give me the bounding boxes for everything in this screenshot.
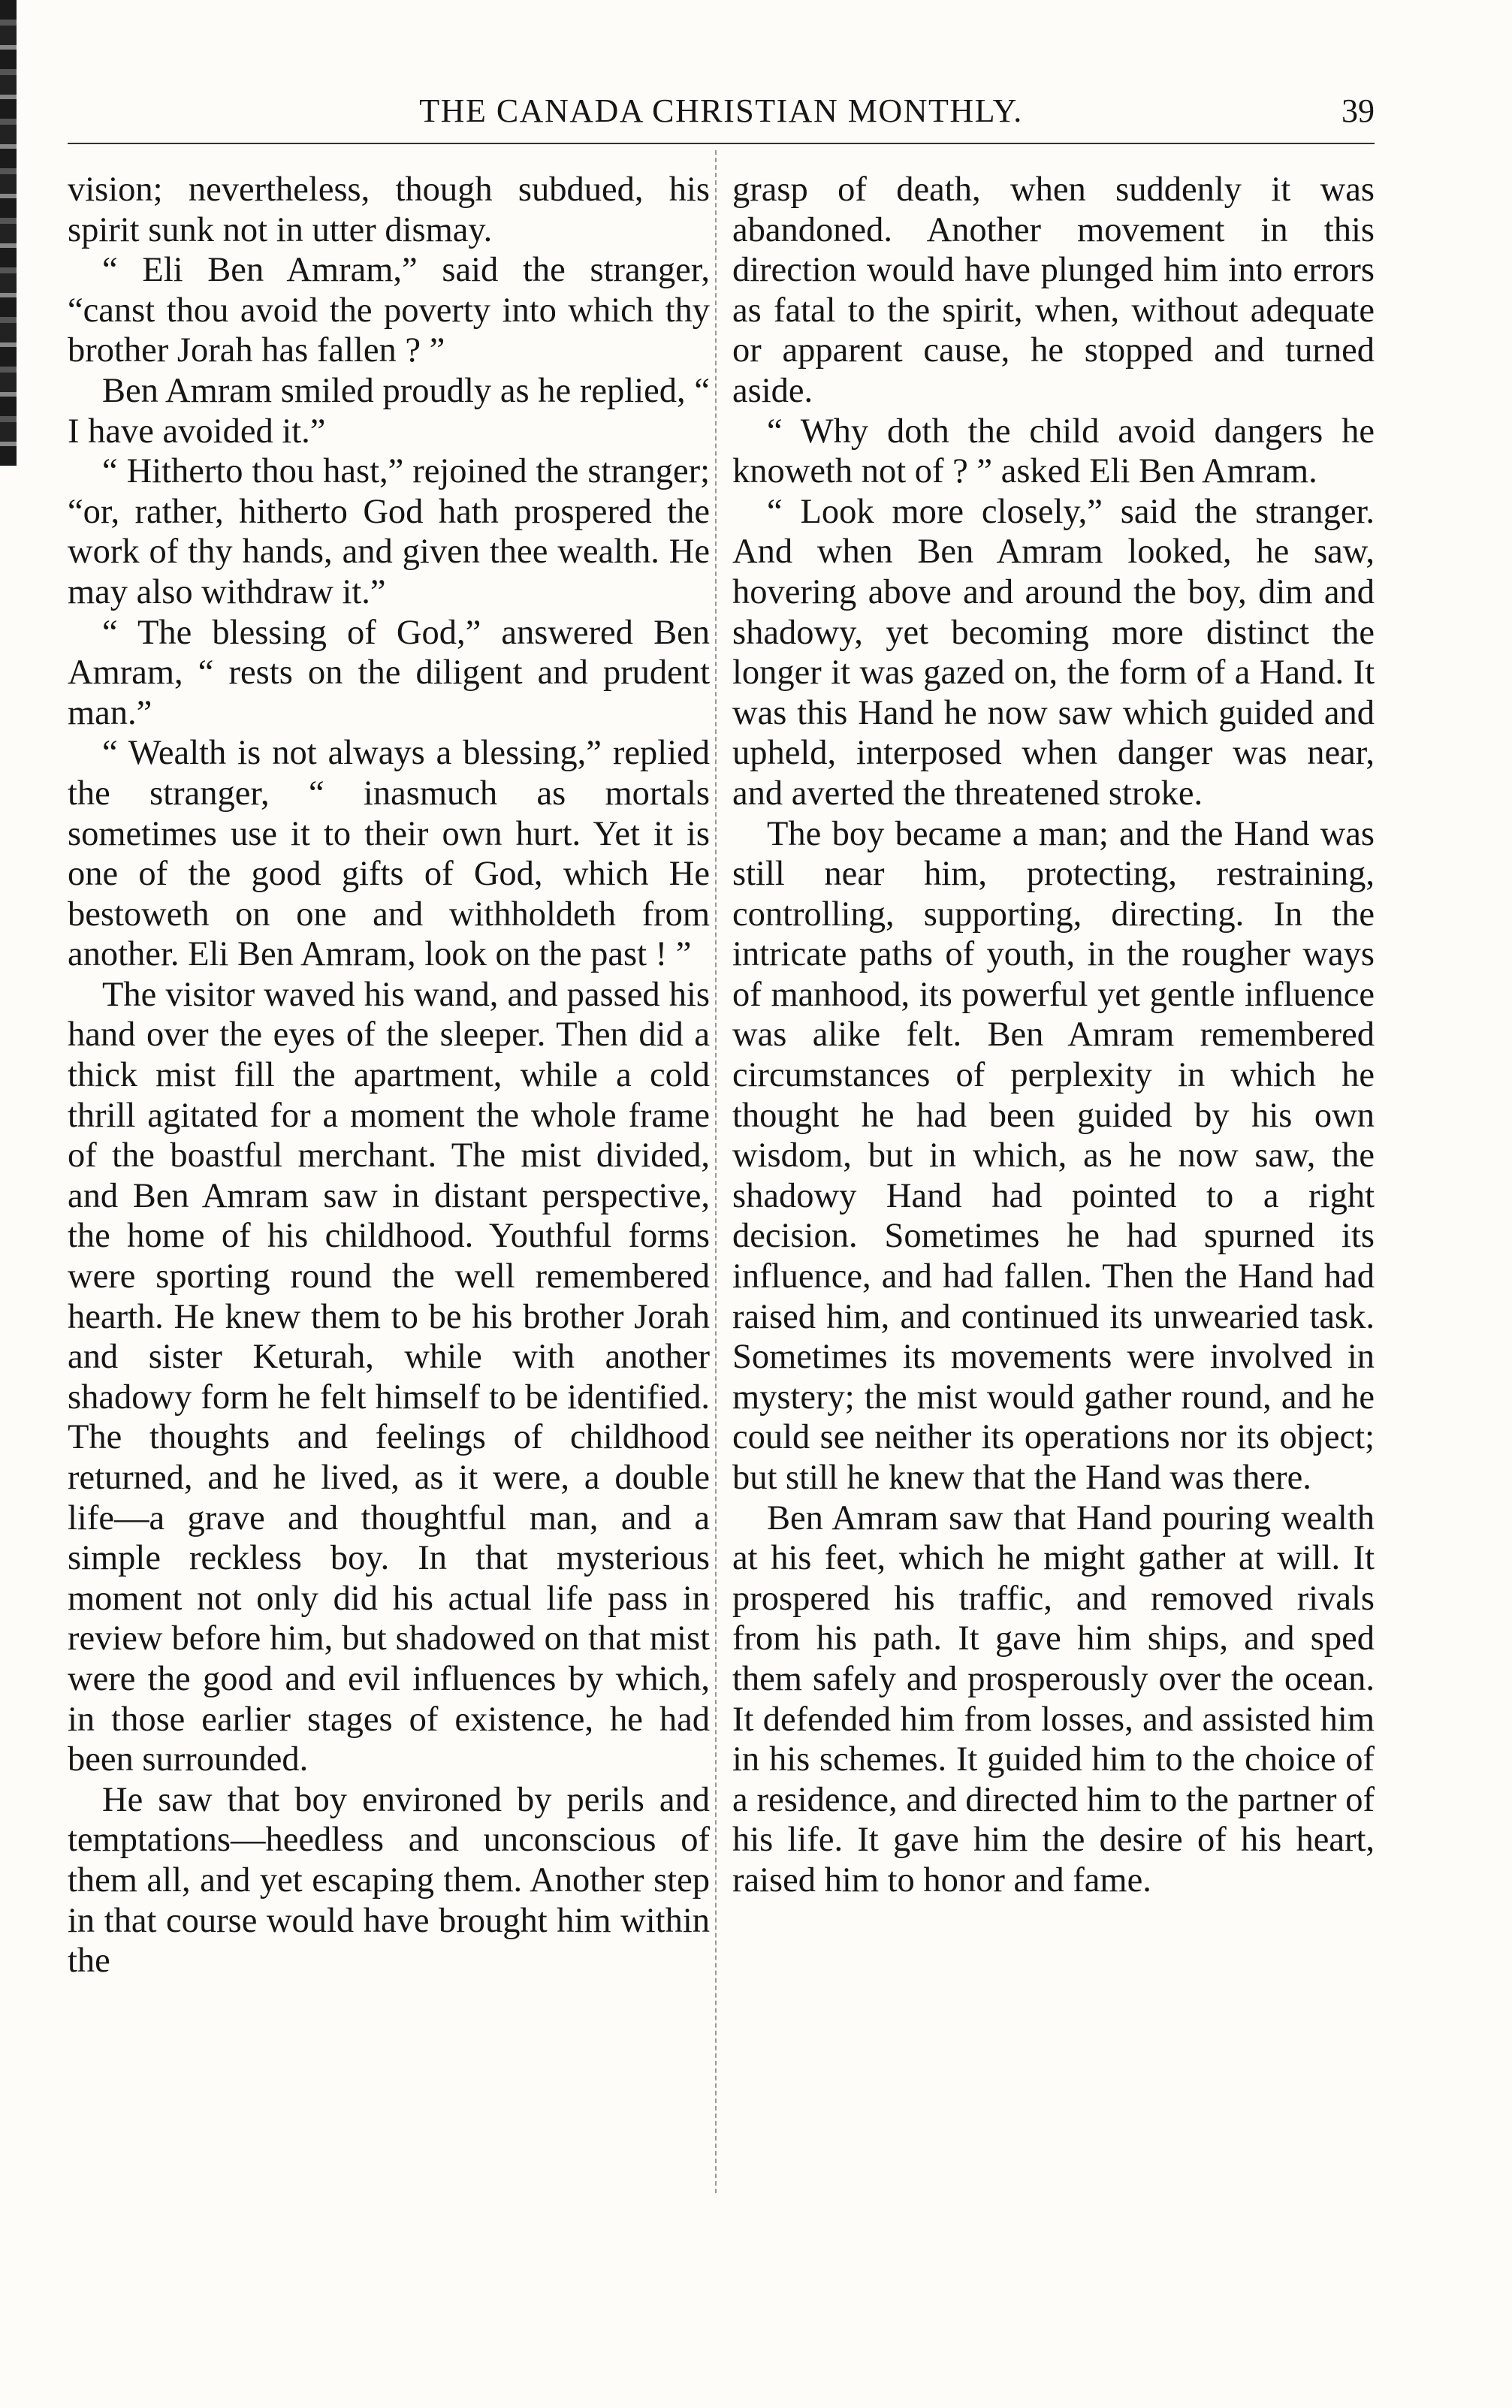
paragraph: grasp of death, when suddenly it was abandoned. Another movement in this direction would have plunged him into errors as fatal to the spirit, when, without adequate or apparent cause, he stopped and turned aside. xyxy=(732,170,1375,410)
left-column xyxy=(68,170,710,1981)
column-divider xyxy=(715,150,717,2193)
paragraph: “ Hitherto thou hast,” rejoined the stranger; “or, rather, hitherto God hath prospered the work of thy hands, and given thee wealth. He may also withdraw it.” xyxy=(68,452,710,611)
paragraph: He saw that boy environed by perils and temptations—heedless and unconscious of them all, and yet escaping them. Another step in that course would have brought him within the xyxy=(68,1780,710,1981)
running-title: THE CANADA CHRISTIAN MONTHLY. xyxy=(419,92,1023,129)
page-header xyxy=(68,92,1375,144)
page-number: 39 xyxy=(1341,92,1375,129)
paragraph: The boy became a man; and the Hand was still near him, protecting, restraining, controlling, supporting, directing. In the intricate paths of youth, in the rougher ways of manhood, its powerful yet gentle influence was alike felt. Ben Amram remembered circumstances of perplexity in which he thought he had been guided by his own wisdom, but in which, as he now saw, the shadowy Hand had pointed to a right decision. Sometimes he had spurned its influence, and had fallen. Then the Hand had raised him, and continued its unwearied task. Sometimes its movements were involved in mystery; the mist would gather round, and he could see neither its operations nor its object; but still he knew that the Hand was there. xyxy=(732,814,1375,1497)
paragraph: Ben Amram smiled proudly as he replied, “ I have avoided it.” xyxy=(68,371,710,451)
paragraph: “ Look more closely,” said the stranger. And when Ben Amram looked, he saw, hovering above and around the boy, dim and shadowy, yet becoming more distinct the longer it was gazed on, the form of a Hand. It was this Hand he now saw which guided and upheld, interposed when danger was near, and averted the threatened stroke. xyxy=(732,492,1375,813)
header-rule xyxy=(68,143,1375,144)
right-column xyxy=(732,170,1375,1901)
paragraph: Ben Amram saw that Hand pouring wealth at his feet, which he might gather at will. It prospered his traffic, and removed rivals from his path. It gave him ships, and sped them safely and prosperously over the ocean. It defended him from losses, and assisted him in his schemes. It guided him to the choice of a residence, and directed him to the partner of his life. It gave him the desire of his heart, raised him to honor and fame. xyxy=(732,1498,1375,1900)
paragraph: vision; nevertheless, though subdued, his spirit sunk not in utter dismay. xyxy=(68,170,710,249)
paragraph: “ Wealth is not always a blessing,” replied the stranger, “ inasmuch as mortals sometimes use it to their own hurt. Yet it is one of the good gifts of God, which He bestoweth on one and withholdeth from another. Eli Ben Amram, look on the past ! ” xyxy=(68,734,710,974)
paragraph: The visitor waved his wand, and passed his hand over the eyes of the sleeper. Then did a thick mist fill the apartment, while a cold thrill agitated for a moment the whole frame of the boastful merchant. The mist divided, and Ben Amram saw in distant perspective, the home of his childhood. Youthful forms were sporting round the well remembered hearth. He knew them to be his brother Jorah and sister Keturah, while with another shadowy form he felt himself to be identified. The thoughts and feelings of childhood returned, and he lived, as it were, a double life—a grave and thoughtful man, and a simple reckless boy. In that mysterious moment not only did his actual life pass in review before him, but shadowed on that mist were the good and evil influences by which, in those earlier stages of existence, he had been surrounded. xyxy=(68,975,710,1779)
paragraph: “ Why doth the child avoid dangers he knoweth not of ? ” asked Eli Ben Amram. xyxy=(732,412,1375,491)
paragraph: “ Eli Ben Amram,” said the stranger, “canst thou avoid the poverty into which thy brother Jorah has fallen ? ” xyxy=(68,251,710,370)
page-edge-binding xyxy=(0,0,17,466)
paragraph: “ The blessing of God,” answered Ben Amram, “ rests on the diligent and prudent man.” xyxy=(68,613,710,732)
